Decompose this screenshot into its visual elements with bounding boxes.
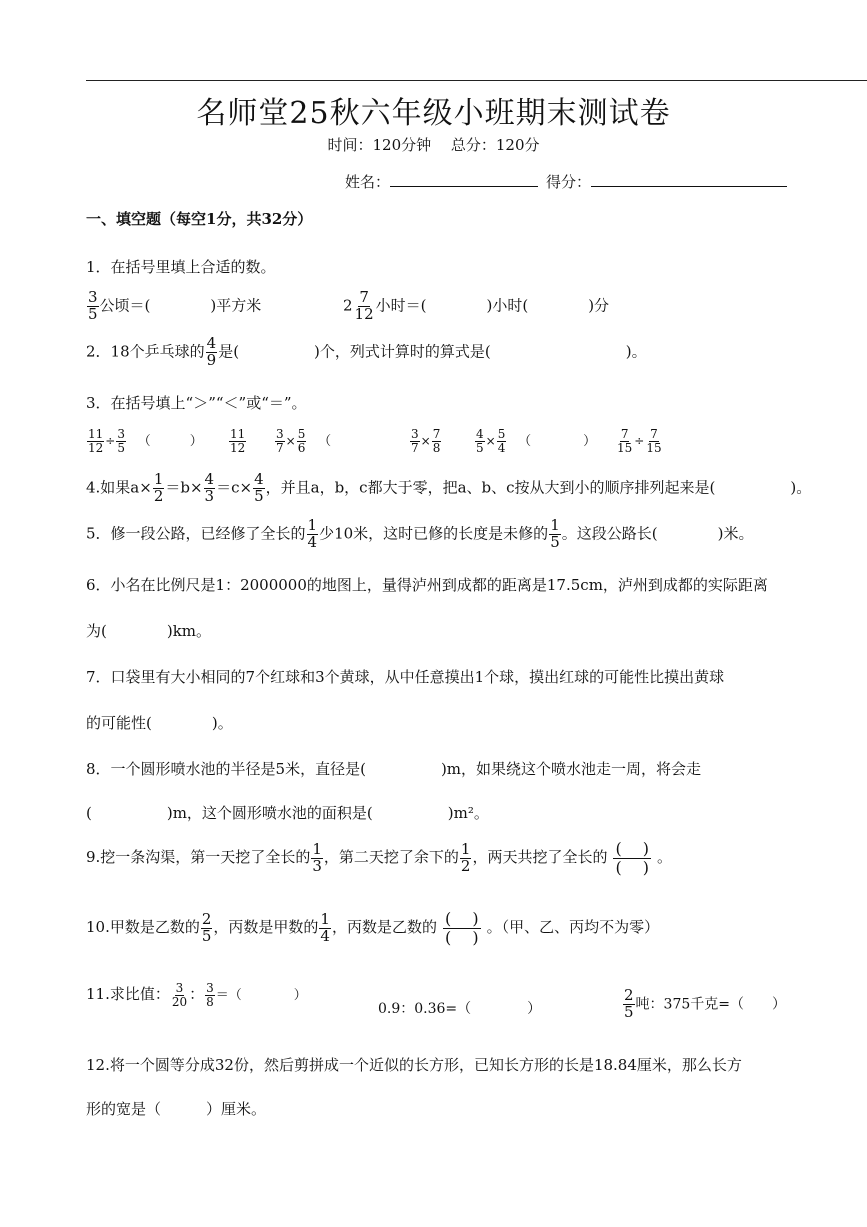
q4: 4.如果a× $\frac{1}{2}$ ＝b× $\frac{4}{3}$ ＝c× $\frac{4}{5}$ ，并且a，b，c都大于零，把a、b、c按从大到小的顺序排列起来是( )。	[86, 470, 812, 505]
q12-line2: 形的宽是（ ）厘米。	[86, 1100, 267, 1118]
q11-c: $\frac{2}{5}$ 吨：375千克=（ ）	[624, 986, 786, 1021]
q1-b: 2 $\frac{7}{12}$ 小时＝( )小时( )分	[343, 288, 610, 323]
q1-a: $\frac{3}{5}$ 公顷＝( )平方米	[88, 288, 262, 323]
name-field[interactable]	[345, 170, 538, 192]
score-blank[interactable]	[591, 170, 787, 187]
q9: 9.挖一条沟渠，第一天挖了全长的 $\frac{1}{3}$ ，第二天挖了余下的 $\frac{1}{2}$ ，两天共挖了全长的 $\frac{( )}{( )}$ 。	[86, 839, 673, 877]
name-blank[interactable]	[390, 170, 538, 187]
q7-line2: 的可能性( )。	[86, 714, 233, 732]
q11-b: 0.9：0.36=（ ）	[378, 1001, 542, 1017]
top-rule	[86, 80, 867, 81]
name-label: 姓名：	[345, 173, 391, 191]
q3-compare-3: $\frac{4}{5}$ × $\frac{5}{4}$ （ ）	[476, 427, 597, 455]
q1-stem: 1．在括号里填上合适的数。	[86, 258, 276, 276]
q2: 2．18个乒乓球的 $\frac{4}{9}$ 是( )个，列式计算时的算式是( )。	[86, 334, 647, 369]
q11-a: 11.求比值： $\frac{3}{20}$ ： $\frac{3}{8}$ ＝（ ）	[86, 981, 307, 1009]
q5: 5．修一段公路，已经修了全长的 $\frac{1}{4}$ 少10米，这时已修的长度是未修的 $\frac{1}{5}$ 。这段公路长( )米。	[86, 516, 754, 551]
exam-title: 名师堂25秋六年级小班期末测试卷	[196, 96, 671, 131]
q3-compare-2-right: $\frac{3}{7}$ × $\frac{7}{8}$	[411, 427, 441, 455]
q3-compare-2: $\frac{3}{7}$ × $\frac{5}{6}$ （	[276, 427, 371, 455]
score-label: 得分：	[546, 173, 592, 191]
q12-line1: 12.将一个圆等分成32份，然后剪拼成一个近似的长方形，已知长方形的长是18.84厘米，那么长方	[86, 1056, 742, 1074]
score-field[interactable]	[546, 170, 787, 192]
q8-line1: 8．一个圆形喷水池的半径是5米，直径是( )m，如果绕这个喷水池走一周，将会走	[86, 760, 702, 778]
q3-compare-1: $\frac{11}{12}$ ÷ $\frac{3}{5}$ （ ）	[88, 427, 203, 455]
q3-compare-1-right: $\frac{11}{12}$	[230, 427, 246, 455]
q6-line2: 为( )km。	[86, 622, 212, 640]
q3-stem: 3．在括号填上“＞”“＜”或“＝”。	[86, 394, 307, 412]
q3-compare-3-right: $\frac{7}{15}$ ÷ $\frac{7}{15}$	[617, 427, 662, 455]
section-heading: 一、填空题（每空1分，共32分）	[86, 210, 313, 228]
q10: 10.甲数是乙数的 $\frac{2}{5}$ ，丙数是甲数的 $\frac{1}{4}$ ，丙数是乙数的 $\frac{( )}{( )}$ 。（甲、乙、丙均不为零）	[86, 909, 660, 947]
time-score: 时间：120分钟 总分：120分	[327, 136, 540, 154]
q8-line2: ( )m，这个圆形喷水池的面积是( )m²。	[86, 804, 489, 822]
q6-line1: 6．小名在比例尺是1：2000000的地图上，量得泸州到成都的距离是17.5cm，泸州到成都的实际距离	[86, 576, 768, 594]
q7-line1: 7．口袋里有大小相同的7个红球和3个黄球，从中任意摸出1个球，摸出红球的可能性比摸出黄球	[86, 668, 725, 686]
